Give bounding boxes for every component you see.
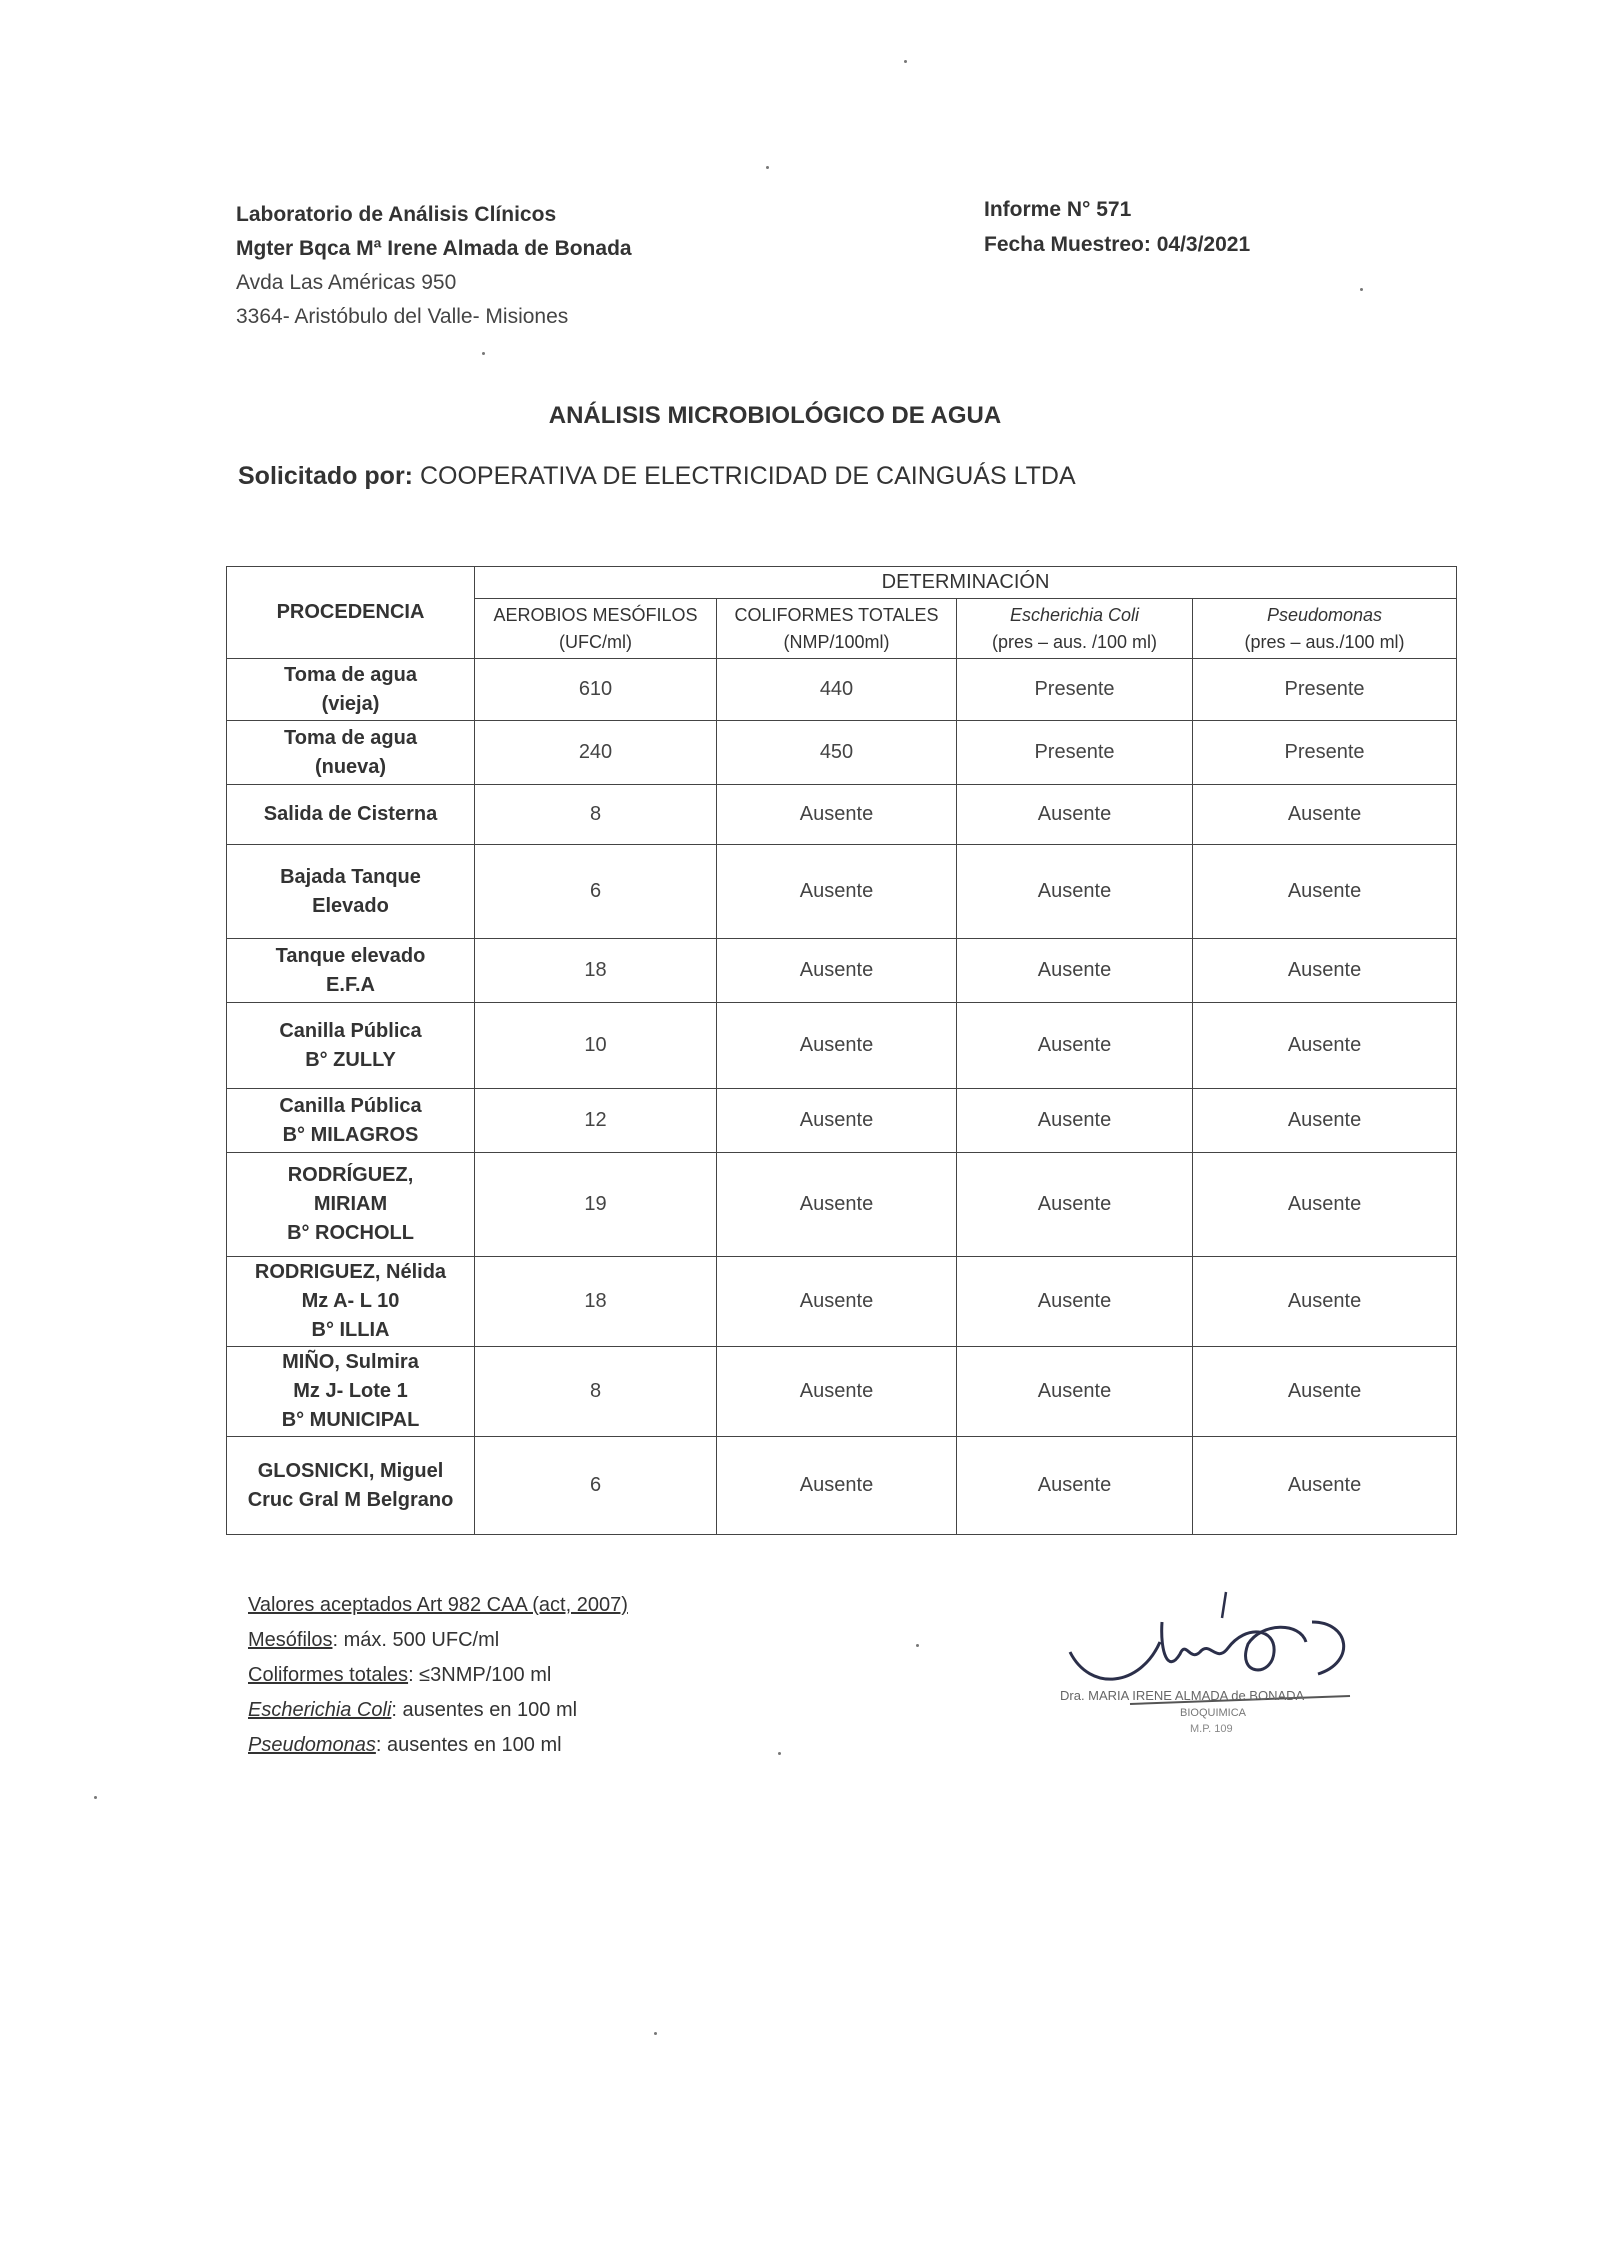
cell-pseudo: Ausente: [1193, 1089, 1457, 1153]
lab-name: Laboratorio de Análisis Clínicos: [236, 203, 557, 226]
cell-ecoli: Ausente: [957, 845, 1193, 939]
table-row: [227, 939, 1457, 1003]
lab-director: Mgter Bqca Mª Irene Almada de Bonada: [236, 237, 632, 260]
cell-aerobios: 18: [475, 939, 717, 1003]
cell-coliformes: Ausente: [717, 785, 957, 845]
cell-pseudo: Ausente: [1193, 1437, 1457, 1535]
scan-speck: [916, 1644, 919, 1647]
cell-coliformes: 440: [717, 659, 957, 721]
table-row: [227, 1437, 1457, 1535]
cell-procedencia: GLOSNICKI, Miguel Cruc Gral M Belgrano: [227, 1437, 475, 1535]
signature-scribble: [1070, 1622, 1344, 1679]
cell-pseudo: Ausente: [1193, 939, 1457, 1003]
cell-aerobios: 6: [475, 845, 717, 939]
cell-procedencia: Tanque elevado E.F.A: [227, 939, 475, 1003]
header-pseudomonas: Pseudomonas (pres – aus./100 ml): [1193, 599, 1457, 659]
header-procedencia: PROCEDENCIA: [227, 567, 475, 659]
header-ecoli: Escherichia Coli (pres – aus. /100 ml): [957, 599, 1193, 659]
cell-pseudo: Ausente: [1193, 785, 1457, 845]
cell-ecoli: Ausente: [957, 1153, 1193, 1257]
signature-stamp: [1050, 1582, 1390, 1742]
cell-coliformes: Ausente: [717, 1003, 957, 1089]
table-row: [227, 1257, 1457, 1347]
reference-values: [248, 1588, 628, 1763]
scan-speck: [1360, 288, 1363, 291]
cell-coliformes: Ausente: [717, 1153, 957, 1257]
lab-city: 3364- Aristóbulo del Valle- Misiones: [236, 305, 569, 328]
sample-date: Fecha Muestreo: 04/3/2021: [984, 233, 1251, 256]
cell-pseudo: Ausente: [1193, 1003, 1457, 1089]
requested-by-value: COOPERATIVA DE ELECTRICIDAD DE CAINGUÁS LTDA: [419, 462, 1076, 490]
results-table: [226, 566, 1457, 1535]
table-row: [227, 1347, 1457, 1437]
cell-pseudo: Ausente: [1193, 1347, 1457, 1437]
cell-ecoli: Ausente: [957, 785, 1193, 845]
scan-speck: [766, 166, 769, 169]
cell-coliformes: Ausente: [717, 1437, 957, 1535]
stamp-line-2: BIOQUIMICA: [1180, 1707, 1247, 1719]
cell-coliformes: Ausente: [717, 1257, 957, 1347]
table-row: [227, 1089, 1457, 1153]
report-info: [984, 192, 1250, 262]
scan-speck: [482, 352, 485, 355]
lab-header: [236, 198, 632, 334]
cell-aerobios: 6: [475, 1437, 717, 1535]
cell-procedencia: Toma de agua (nueva): [227, 721, 475, 785]
cell-procedencia: Bajada Tanque Elevado: [227, 845, 475, 939]
stamp-line-3: M.P. 109: [1190, 1723, 1233, 1735]
reference-heading: Valores aceptados Art 982 CAA (act, 2007): [248, 1594, 628, 1616]
header-coliformes: COLIFORMES TOTALES (NMP/100ml): [717, 599, 957, 659]
cell-pseudo: Ausente: [1193, 1153, 1457, 1257]
cell-aerobios: 8: [475, 1347, 717, 1437]
cell-aerobios: 18: [475, 1257, 717, 1347]
cell-ecoli: Ausente: [957, 1257, 1193, 1347]
cell-procedencia: Canilla Pública B° MILAGROS: [227, 1089, 475, 1153]
cell-procedencia: Toma de agua (vieja): [227, 659, 475, 721]
cell-ecoli: Presente: [957, 721, 1193, 785]
table-row: [227, 659, 1457, 721]
stamp-line-1: Dra. MARIA IRENE ALMADA de BONADA: [1060, 1688, 1305, 1703]
cell-ecoli: Presente: [957, 659, 1193, 721]
cell-coliformes: Ausente: [717, 939, 957, 1003]
lab-address: Avda Las Américas 950: [236, 271, 457, 294]
cell-ecoli: Ausente: [957, 1089, 1193, 1153]
cell-procedencia: MIÑO, Sulmira Mz J- Lote 1 B° MUNICIPAL: [227, 1347, 475, 1437]
cell-coliformes: Ausente: [717, 1089, 957, 1153]
scan-speck: [654, 2032, 657, 2035]
reference-item: Mesófilos: máx. 500 UFC/ml: [248, 1629, 500, 1651]
requested-by: [238, 462, 1076, 491]
reference-item: Pseudomonas: ausentes en 100 ml: [248, 1734, 562, 1756]
cell-procedencia: Canilla Pública B° ZULLY: [227, 1003, 475, 1089]
cell-aerobios: 240: [475, 721, 717, 785]
header-determinacion: DETERMINACIÓN: [475, 567, 1457, 599]
cell-aerobios: 8: [475, 785, 717, 845]
cell-ecoli: Ausente: [957, 1347, 1193, 1437]
header-aerobios: AEROBIOS MESÓFILOS (UFC/ml): [475, 599, 717, 659]
cell-coliformes: Ausente: [717, 845, 957, 939]
cell-coliformes: 450: [717, 721, 957, 785]
report-number: Informe N° 571: [984, 198, 1132, 221]
cell-coliformes: Ausente: [717, 1347, 957, 1437]
cell-procedencia: RODRÍGUEZ, MIRIAM B° ROCHOLL: [227, 1153, 475, 1257]
table-row: [227, 1153, 1457, 1257]
document-title: ANÁLISIS MICROBIOLÓGICO DE AGUA: [548, 402, 1002, 429]
scan-speck: [904, 60, 907, 63]
cell-procedencia: Salida de Cisterna: [227, 785, 475, 845]
table-row: [227, 1003, 1457, 1089]
reference-item: Escherichia Coli: ausentes en 100 ml: [248, 1699, 578, 1721]
cell-ecoli: Ausente: [957, 939, 1193, 1003]
cell-pseudo: Presente: [1193, 659, 1457, 721]
table-row: [227, 785, 1457, 845]
requested-by-label: Solicitado por:: [238, 462, 413, 490]
scan-speck: [778, 1752, 781, 1755]
cell-aerobios: 10: [475, 1003, 717, 1089]
table-row: [227, 721, 1457, 785]
cell-pseudo: Ausente: [1193, 1257, 1457, 1347]
cell-ecoli: Ausente: [957, 1437, 1193, 1535]
cell-aerobios: 12: [475, 1089, 717, 1153]
scan-speck: [94, 1796, 97, 1799]
cell-aerobios: 610: [475, 659, 717, 721]
reference-item: Coliformes totales: ≤3NMP/100 ml: [248, 1664, 552, 1686]
cell-aerobios: 19: [475, 1153, 717, 1257]
cell-ecoli: Ausente: [957, 1003, 1193, 1089]
cell-pseudo: Presente: [1193, 721, 1457, 785]
table-row: [227, 845, 1457, 939]
cell-pseudo: Ausente: [1193, 845, 1457, 939]
cell-procedencia: RODRIGUEZ, Nélida Mz A- L 10 B° ILLIA: [227, 1257, 475, 1347]
